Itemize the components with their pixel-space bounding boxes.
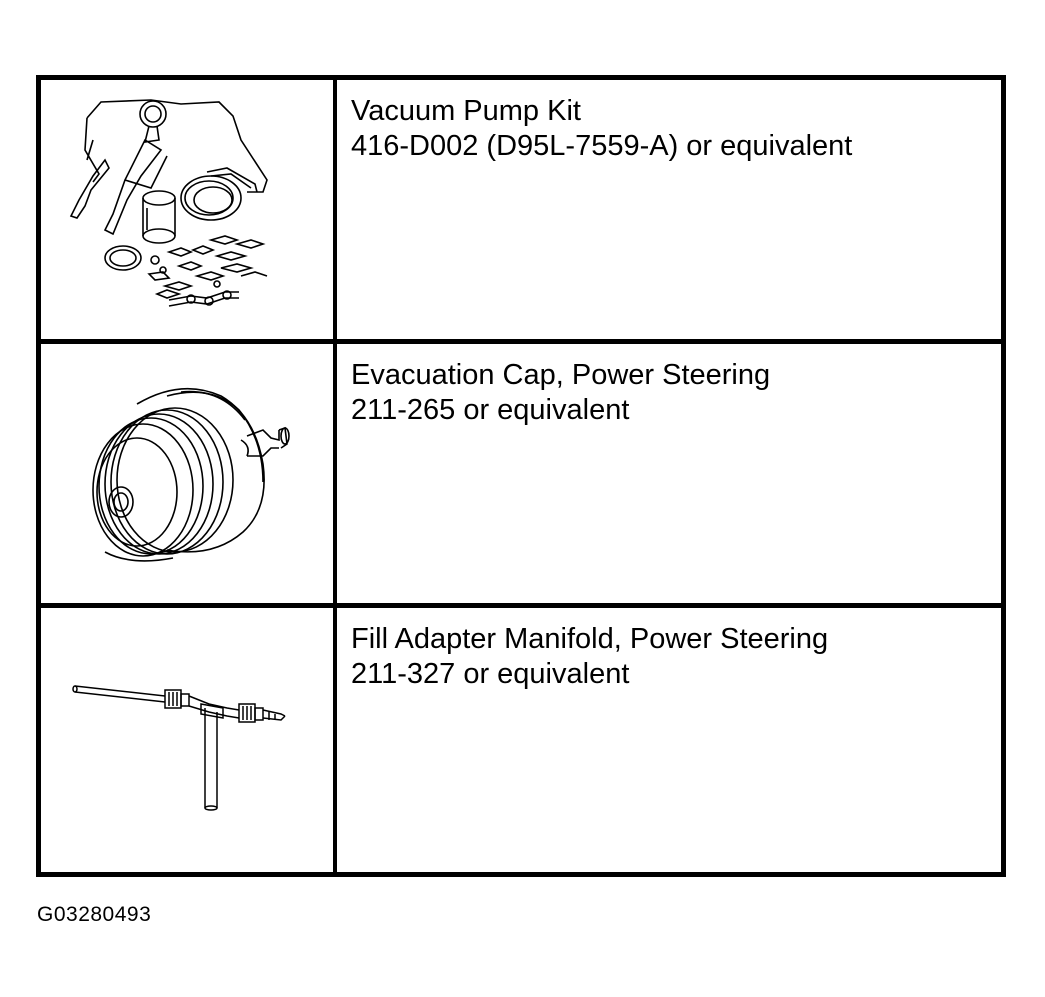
tool-image-cell <box>41 608 337 872</box>
tool-name: Vacuum Pump Kit <box>351 95 581 127</box>
tool-row <box>41 344 1001 608</box>
vacuum-pump-kit-icon <box>41 80 333 344</box>
fill-adapter-manifold-icon <box>41 608 333 872</box>
tool-name: Evacuation Cap, Power Steering <box>351 359 771 391</box>
tool-part-number: 211-327 or equivalent <box>351 658 630 690</box>
tool-part-number: 211-265 or equivalent <box>351 394 630 426</box>
tool-description <box>337 608 1001 872</box>
tool-row <box>41 608 1001 872</box>
tool-image-cell <box>41 80 337 339</box>
tool-part-number: 416-D002 (D95L-7559-A) or equivalent <box>351 130 853 162</box>
special-tools-table <box>36 75 1006 877</box>
tool-description <box>337 344 1001 603</box>
tool-row <box>41 80 1001 344</box>
evacuation-cap-icon <box>41 344 333 608</box>
tool-name: Fill Adapter Manifold, Power Steering <box>351 623 829 655</box>
tool-image-cell <box>41 344 337 603</box>
figure-code: G03280493 <box>37 903 152 926</box>
tool-description <box>337 80 1001 339</box>
